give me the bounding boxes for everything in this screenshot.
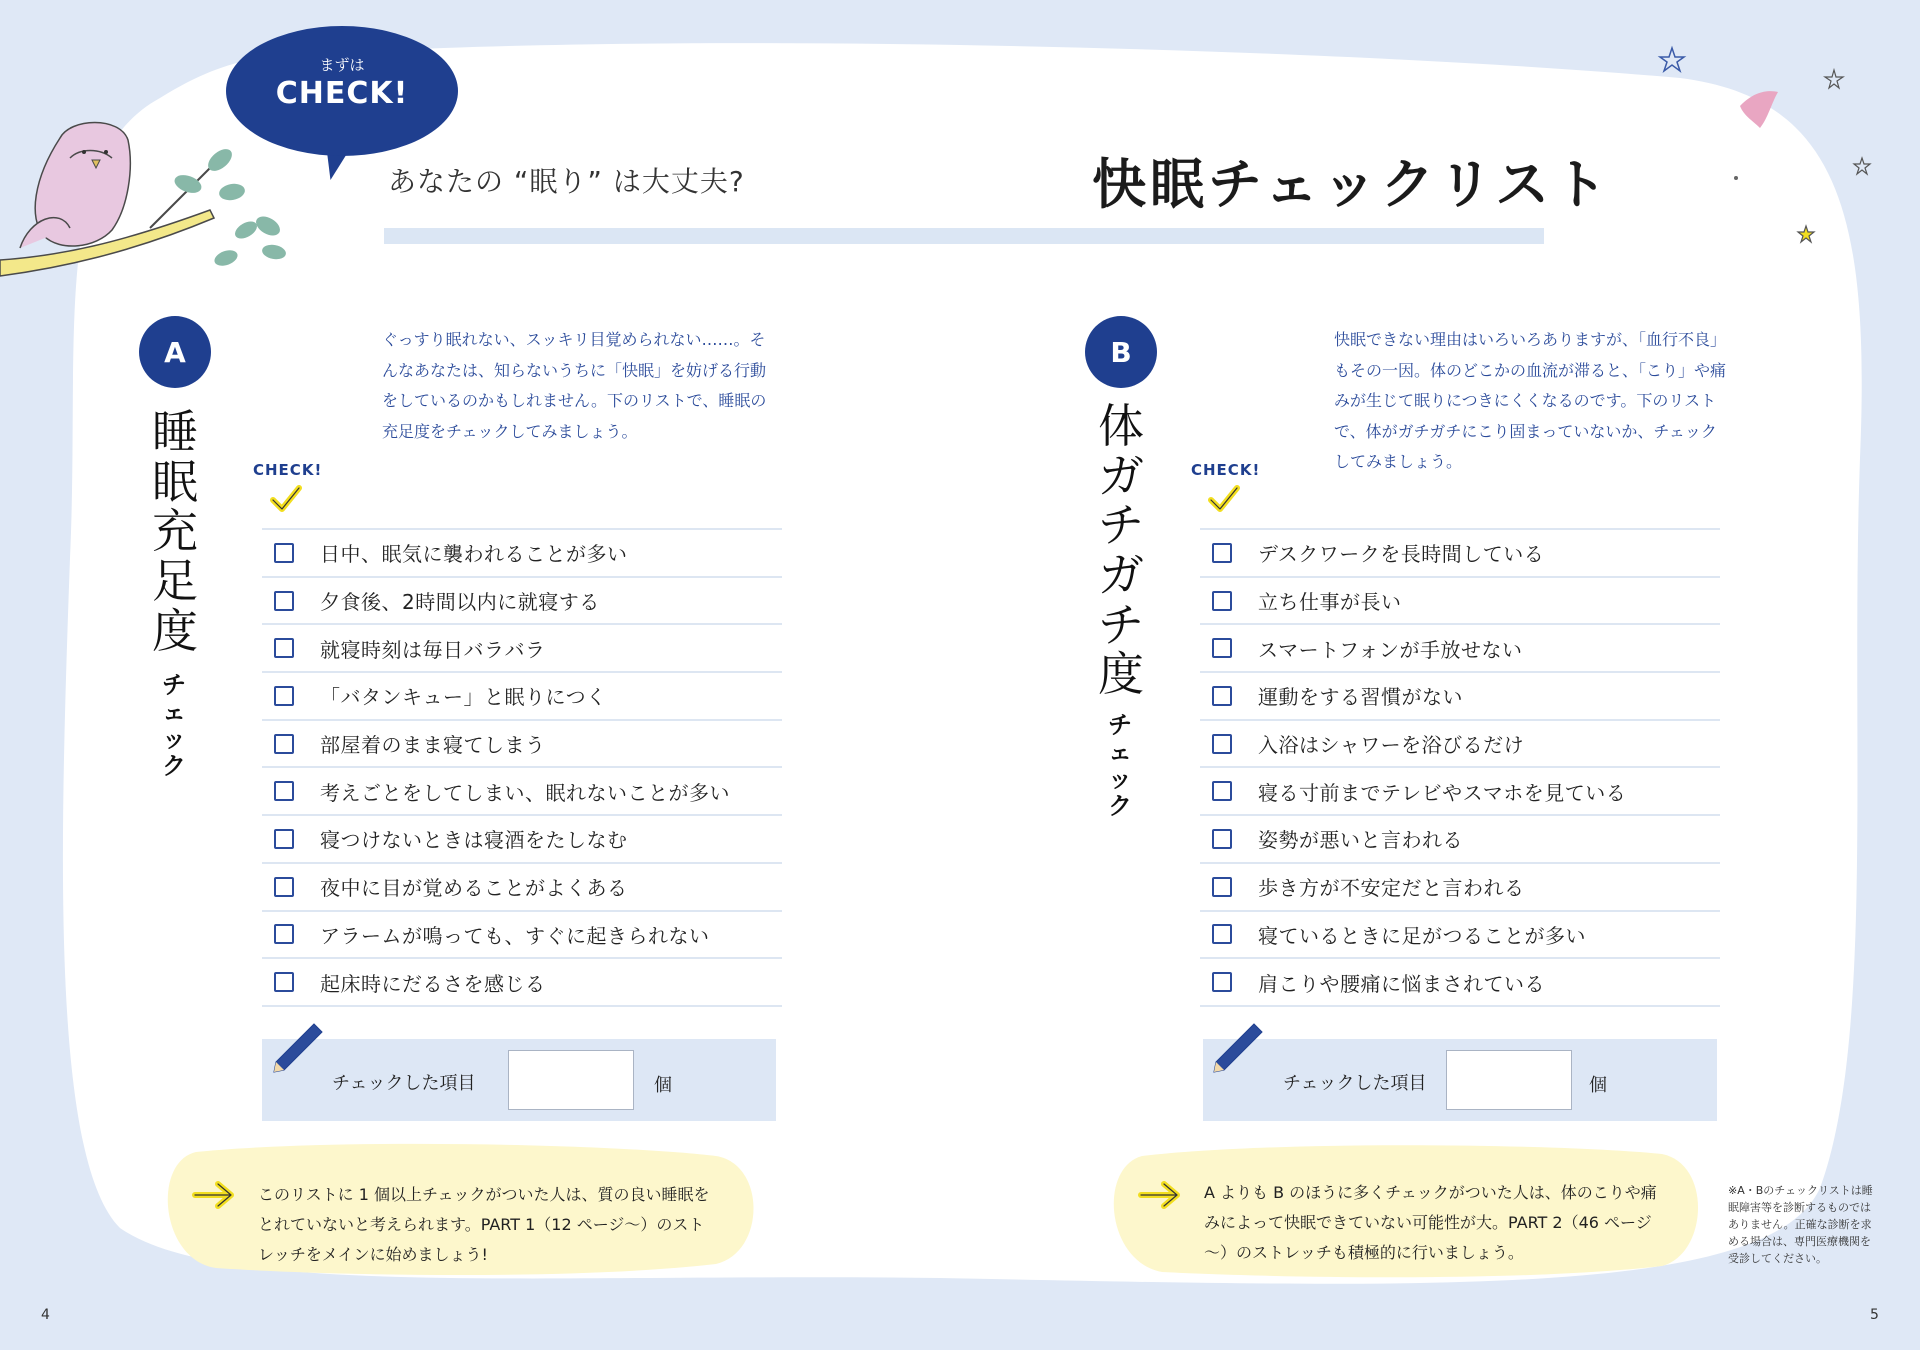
stars-bird-decoration [1640,40,1880,250]
owl-illustration [0,118,300,278]
checklist-row[interactable] [1200,721,1720,769]
checklist-item-label: 部屋着のまま寝てしまう [320,733,546,758]
checkbox[interactable] [274,686,294,706]
checkbox[interactable] [274,972,294,992]
checklist-item-label: 夕食後、2時間以内に就寝する [320,590,600,615]
section-a-badge: A [139,316,211,388]
checklist-row[interactable] [1200,625,1720,673]
checklist-item-label: スマートフォンが手放せない [1258,637,1523,662]
checkbox[interactable] [1212,686,1232,706]
section-b-check-heading: CHECK! [1191,461,1261,479]
arrow-right-icon [192,1180,236,1210]
tally-unit: 個 [654,1075,672,1096]
checkbox[interactable] [1212,638,1232,658]
checkbox[interactable] [274,781,294,801]
checkbox[interactable] [1212,924,1232,944]
page-subtitle: あなたの “眠り” は大丈夫? [388,165,745,198]
pencil-icon [270,1020,326,1076]
checklist-item-label: 肩こりや腰痛に悩まされている [1258,971,1545,996]
checklist-row[interactable] [262,912,782,960]
bubble-main-text: CHECK! [275,76,409,111]
checklist-row[interactable] [1200,864,1720,912]
checklist-item-label: 運動をする習慣がない [1258,685,1463,710]
checklist-item-label: 寝る寸前までテレビやスマホを見ている [1258,780,1627,805]
checklist-item-label: 歩き方が不安定だと言われる [1258,876,1525,901]
bubble-pre-text: まずは [319,56,365,74]
section-a-tally [262,1039,776,1121]
page-title: 快眠チェックリスト [1092,153,1612,216]
checklist-row[interactable] [262,673,782,721]
page-number-left: 4 [41,1307,50,1323]
checkbox[interactable] [274,638,294,658]
checklist-row[interactable] [262,578,782,626]
section-a-vertical-title: 睡 眠 充 足 度 [152,405,198,658]
checkbox[interactable] [1212,591,1232,611]
checkmark-icon [1208,484,1240,514]
checklist-item-label: 寝ているときに足がつることが多い [1258,923,1586,948]
tally-unit: 個 [1589,1075,1607,1096]
checkbox[interactable] [1212,781,1232,801]
tally-count-field[interactable] [508,1050,634,1110]
checklist-row[interactable] [262,530,782,578]
tally-label: チェックした項目 [1283,1073,1427,1094]
section-a-note-text: このリストに 1 個以上チェックがついた人は、質の良い睡眠をとれていないと考えられます。PART 1（12 ページ～）のストレッチをメインに始めましょう! [258,1185,710,1264]
checklist-item-label: 日中、眠気に襲われることが多い [320,542,628,567]
title-underline [384,228,1544,244]
tally-label: チェックした項目 [332,1073,476,1094]
checkmark-icon [270,484,302,514]
checklist-row[interactable] [262,864,782,912]
section-b-badge: B [1085,316,1157,388]
checklist-row[interactable] [1200,578,1720,626]
section-a-vertical-subtitle: チ ェ ッ ク [162,671,186,780]
checkbox[interactable] [274,591,294,611]
checkbox[interactable] [274,543,294,563]
arrow-right-icon [1138,1180,1182,1210]
section-a-intro: ぐっすり眠れない、スッキリ目覚められない……。そんなあなたは、知らないうちに「快眠」を妨げる行動をしているのかもしれません。下のリストで、睡眠の充足度をチェックしてみましょう。 [382,330,767,441]
checklist-row[interactable] [1200,816,1720,864]
section-a-check-heading: CHECK! [253,461,323,479]
checklist-row[interactable] [1200,673,1720,721]
checklist-item-label: デスクワークを長時間している [1258,542,1545,567]
disclaimer-note: ※A・Bのチェックリストは睡眠障害等を診断するものではありません。正確な診断を求める場合は、専門医療機関を受診してください。 [1728,1184,1873,1265]
checklist-item-label: 考えごとをしてしまい、眠れないことが多い [320,780,730,805]
section-b-note-text: A よりも B のほうに多くチェックがついた人は、体のこりや痛みによって快眠できていない可能性が大。PART 2（46 ページ～）のストレッチも積極的に行いましょう。 [1204,1183,1657,1262]
checkbox[interactable] [274,877,294,897]
checklist-item-label: 立ち仕事が長い [1258,590,1402,615]
checkbox[interactable] [274,734,294,754]
page-number-right: 5 [1870,1307,1879,1323]
checkbox[interactable] [274,924,294,944]
checkbox[interactable] [1212,734,1232,754]
checklist-item-label: 「バタンキュー」と眠りにつく [320,685,607,710]
checklist-item-label: 寝つけないときは寝酒をたしなむ [320,828,628,853]
section-a-checklist [262,528,782,1007]
checklist-item-label: 姿勢が悪いと言われる [1258,828,1463,853]
check-bubble [226,26,458,156]
checklist-item-label: 夜中に目が覚めることがよくある [320,876,628,901]
checkbox[interactable] [1212,829,1232,849]
checkbox[interactable] [274,829,294,849]
checklist-row[interactable] [262,768,782,816]
section-b-vertical-subtitle: チ ェ ッ ク [1108,711,1132,820]
checklist-item-label: 入浴はシャワーを浴びるだけ [1258,733,1525,758]
checklist-item-label: アラームが鳴っても、すぐに起きられない [320,923,710,948]
checklist-row[interactable] [1200,530,1720,578]
checklist-row[interactable] [262,625,782,673]
checklist-row[interactable] [262,721,782,769]
pencil-icon [1210,1020,1266,1076]
checklist-row[interactable] [262,959,782,1007]
checkbox[interactable] [1212,543,1232,563]
checklist-row[interactable] [262,816,782,864]
section-b-intro: 快眠できない理由はいろいろありますが、「血行不良」もその一因。体のどこかの血流が滞ると、「こり」や痛みが生じて眠りにつきにくくなるのです。下のリストで、体がガチガチにこり固まっていないか、チェックしてみましょう。 [1334,330,1727,471]
checklist-row[interactable] [1200,959,1720,1007]
checkbox[interactable] [1212,877,1232,897]
checklist-item-label: 起床時にだるさを感じる [320,971,546,996]
checklist-row[interactable] [1200,768,1720,816]
section-b-checklist [1200,528,1720,1007]
section-b-vertical-title: 体 ガ チ ガ チ 度 [1098,399,1144,702]
section-b-tally [1203,1039,1717,1121]
checklist-item-label: 就寝時刻は毎日バラバラ [320,637,546,662]
checklist-row[interactable] [1200,912,1720,960]
checkbox[interactable] [1212,972,1232,992]
tally-count-field[interactable] [1446,1050,1572,1110]
